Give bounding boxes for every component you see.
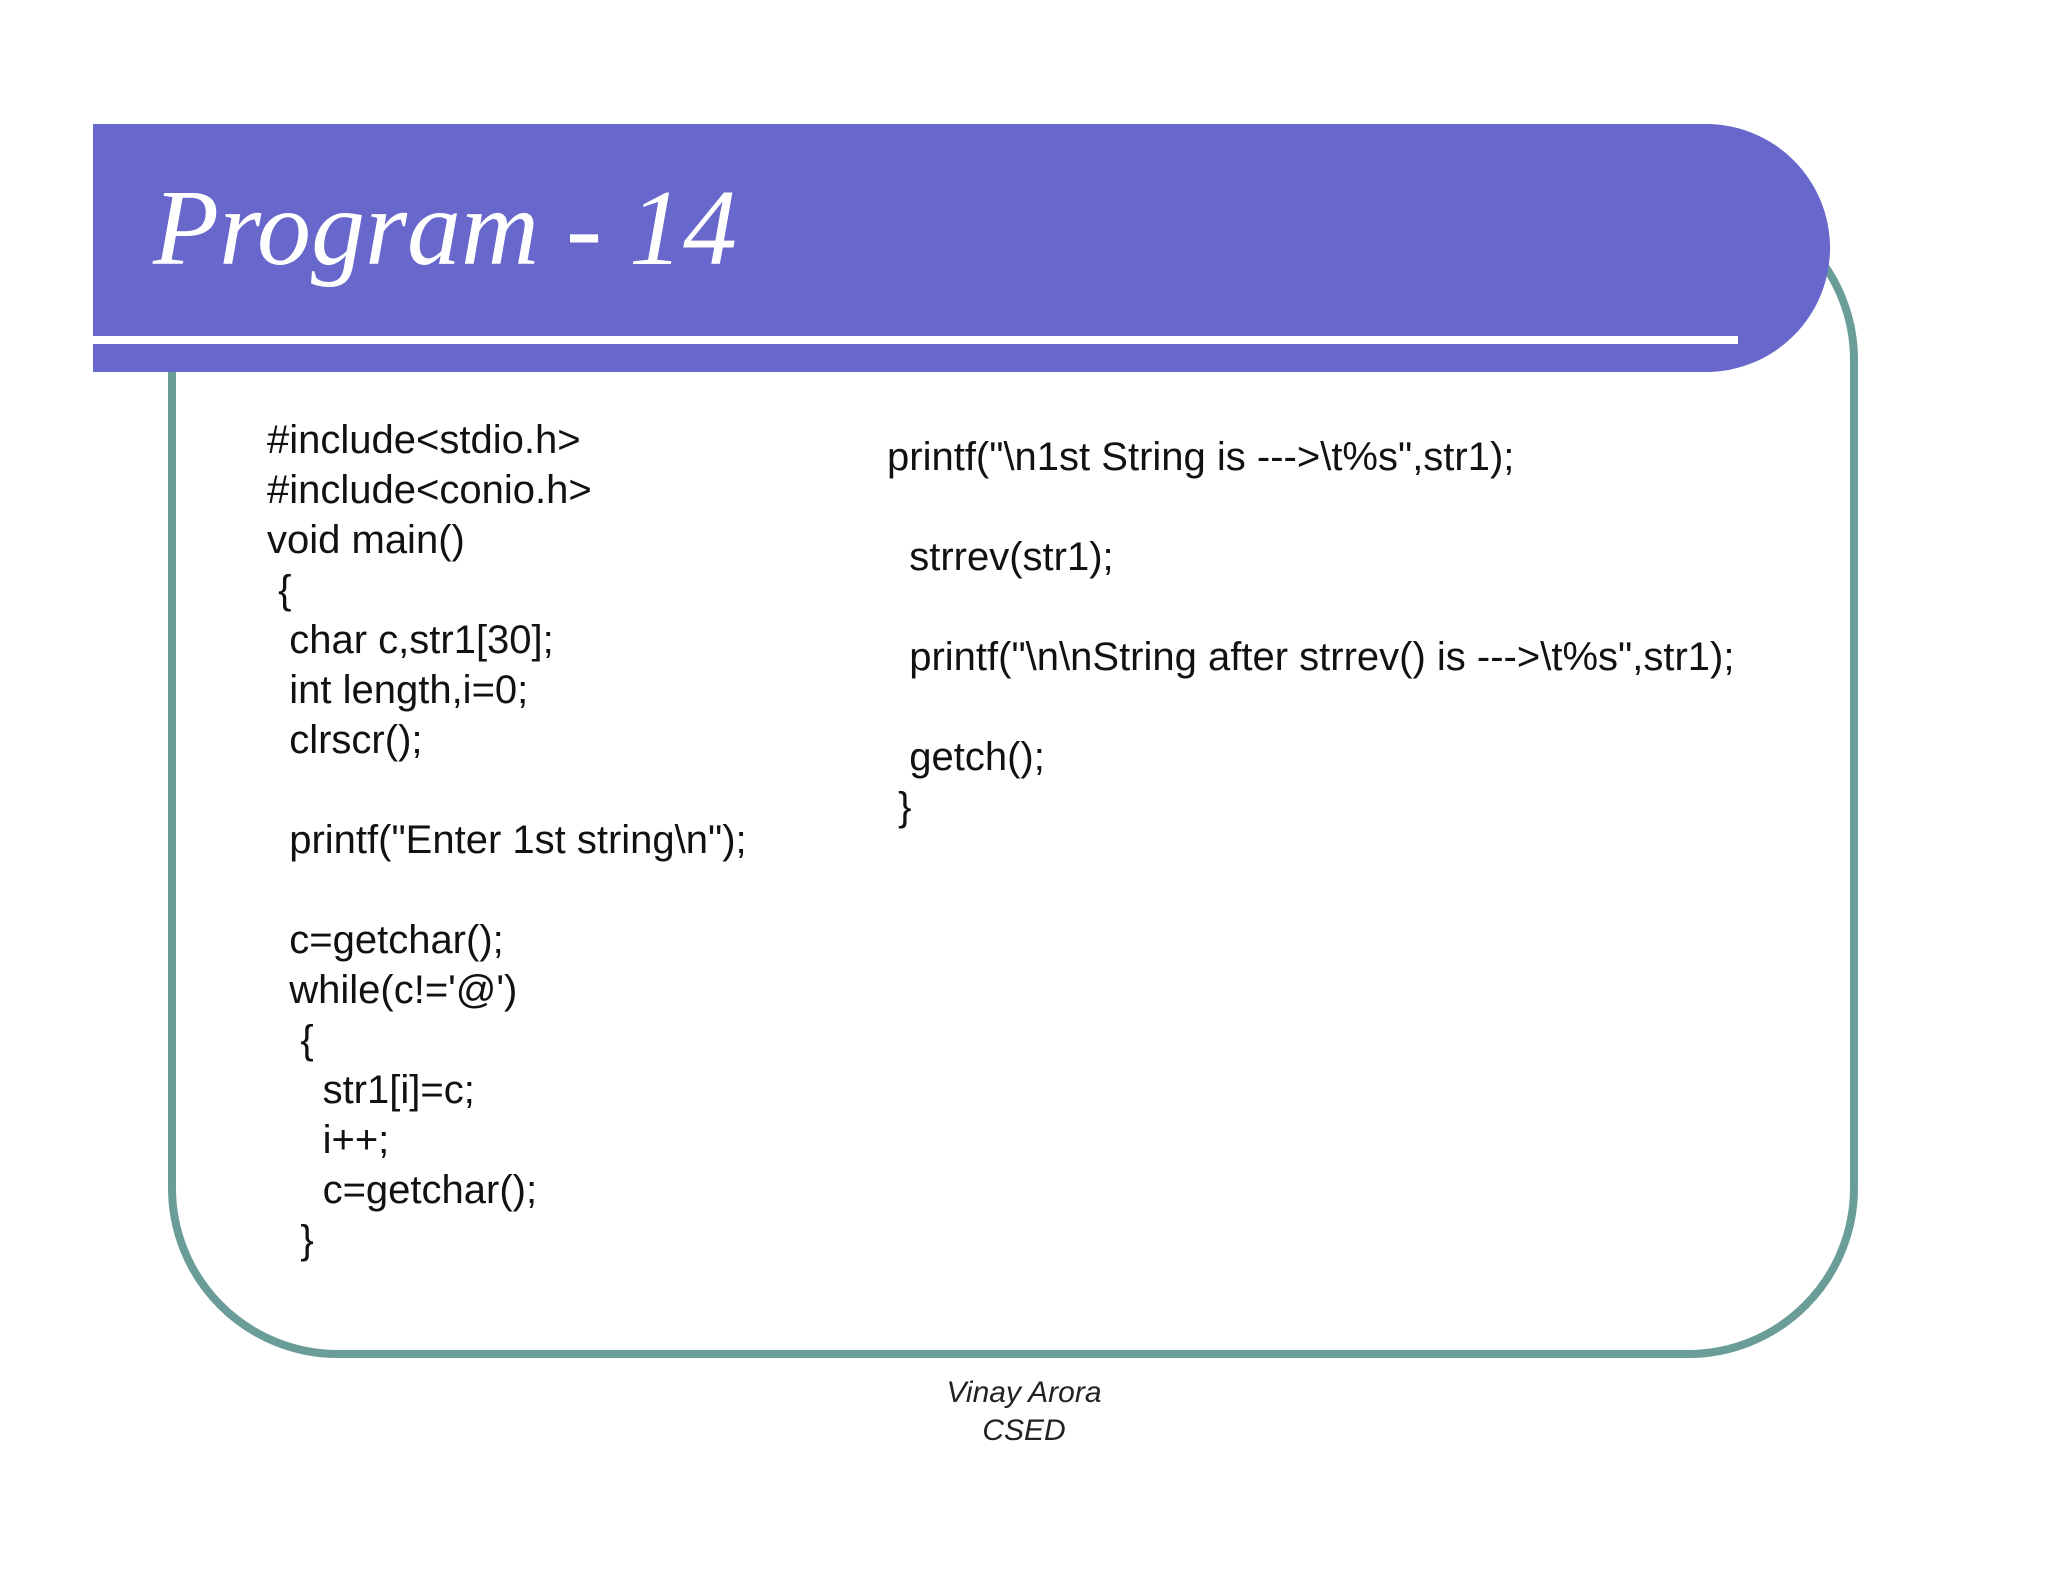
code-line: clrscr(); — [267, 718, 423, 762]
code-line: while(c!='@') — [267, 968, 518, 1012]
title-underline — [93, 336, 1738, 344]
code-line: printf("Enter 1st string\n"); — [267, 818, 747, 862]
code-line: } — [267, 1218, 314, 1262]
code-line — [887, 582, 1734, 632]
footer-department: CSED — [982, 1414, 1066, 1447]
code-block-right — [887, 432, 1734, 832]
code-block-left — [267, 415, 747, 1265]
code-line: str1[i]=c; — [267, 1068, 475, 1112]
code-line: int length,i=0; — [267, 668, 529, 712]
code-line: { — [267, 568, 292, 612]
code-line: printf("\n\nString after strrev() is --->\t%s",str1); — [887, 635, 1735, 679]
code-line — [887, 682, 1734, 732]
code-line: char c,str1[30]; — [267, 618, 554, 662]
code-line — [887, 482, 1734, 532]
code-line: #include<stdio.h> — [267, 418, 581, 462]
code-line: } — [887, 785, 912, 829]
slide-title: Program - 14 — [153, 169, 737, 288]
code-line: c=getchar(); — [267, 1168, 538, 1212]
code-line — [267, 865, 747, 915]
code-line: #include<conio.h> — [267, 468, 592, 512]
code-line: void main() — [267, 518, 465, 562]
code-line: i++; — [267, 1118, 390, 1162]
code-line: getch(); — [887, 735, 1045, 779]
footer-author: Vinay Arora — [946, 1376, 1102, 1409]
code-line: c=getchar(); — [267, 918, 504, 962]
code-line — [267, 765, 747, 815]
code-line: strrev(str1); — [887, 535, 1114, 579]
code-line: printf("\n1st String is --->\t%s",str1); — [887, 435, 1515, 479]
code-line: { — [267, 1018, 314, 1062]
